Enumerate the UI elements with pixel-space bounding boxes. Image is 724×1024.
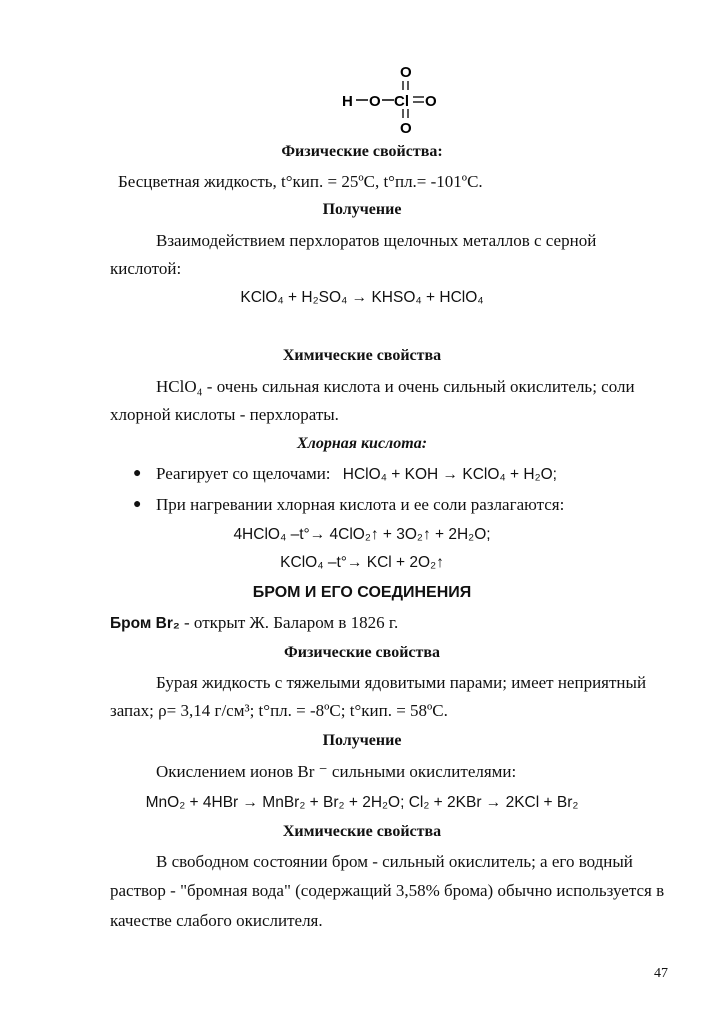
equation-4: MnO₂ + 4HBr → MnBr₂ + Br₂ + 2H₂O; Cl₂ + 2KBr → 2KCl + Br₂	[145, 794, 579, 811]
equation-3: KClO₄ –t°→ KCl + 2O₂↑	[280, 554, 444, 571]
atom-cl: Cl	[394, 93, 409, 110]
page-number: 47	[654, 966, 668, 981]
chem-line3-2: качестве слабого окислителя.	[110, 911, 323, 930]
atom-o-left: O	[369, 93, 381, 110]
section-title-bromine: БРОМ И ЕГО СОЕДИНЕНИЯ	[252, 584, 472, 601]
phys-text-1: Бесцветная жидкость, t°кип. = 25ºС, t°пл.= -101ºС.	[118, 172, 483, 191]
phys-line1-2: Бурая жидкость с тяжелыми ядовитыми парами; имеет неприятный	[156, 673, 647, 692]
bullet-1-text: Реагирует со щелочами:	[156, 464, 331, 483]
chem-line1-2: В свободном состоянии бром - сильный окислитель; а его водный	[156, 852, 633, 871]
bullet-1-equation: HClO₄ + KOH → KClO₄ + H₂O;	[342, 466, 557, 483]
bullet-2-text: При нагревании хлорная кислота и ее соли разлагаются:	[156, 495, 565, 514]
chem-title-1: Химические свойства	[282, 347, 442, 364]
phys-line2-2: запах; ρ= 3,14 г/см³; t°пл. = -8ºС; t°кип. = 58ºС.	[110, 701, 448, 720]
atom-h: H	[342, 93, 353, 110]
equation-2: 4HClO₄ –t°→ 4ClO₂↑ + 3O₂↑ + 2H₂O;	[233, 526, 491, 543]
chem-line2-2: раствор - "бромная вода" (содержащий 3,58% брома) обычно используется в	[110, 881, 665, 900]
bromine-intro-rest: - открыт Ж. Баларом в 1826 г.	[179, 613, 399, 632]
phys-title-1: Физические свойства:	[281, 143, 443, 160]
atom-o-right: O	[425, 93, 437, 110]
phys-title-2: Физические свойства	[283, 644, 441, 661]
equation-1: KClO₄ + H₂SO₄ → KHSO₄ + HClO₄	[240, 289, 484, 306]
atom-o-top: O	[400, 64, 412, 81]
chem-line1-1: HClO₄ - очень сильная кислота и очень сильный окислитель; соли	[156, 377, 635, 396]
bromine-intro-bold: Бром Br₂	[110, 615, 180, 632]
prep-title-1: Получение	[322, 201, 402, 218]
prep-line-2: Окислением ионов Br ⁻ сильными окислителями:	[156, 762, 517, 781]
acid-title: Хлорная кислота:	[296, 435, 428, 452]
prep-title-2: Получение	[322, 732, 402, 749]
bullet-icon: ●	[133, 466, 142, 481]
bromine-intro	[110, 612, 398, 635]
bullet-item-1	[156, 463, 557, 486]
perchloric-acid-structure	[330, 60, 460, 138]
bullet-icon: ●	[133, 497, 142, 512]
atom-o-bottom: O	[400, 120, 412, 137]
chem-title-2: Химические свойства	[282, 823, 442, 840]
chem-line2-1: хлорной кислоты - перхлораты.	[110, 405, 339, 424]
prep-line2-1: кислотой:	[110, 259, 182, 278]
prep-line1-1: Взаимодействием перхлоратов щелочных металлов с серной	[156, 231, 597, 250]
